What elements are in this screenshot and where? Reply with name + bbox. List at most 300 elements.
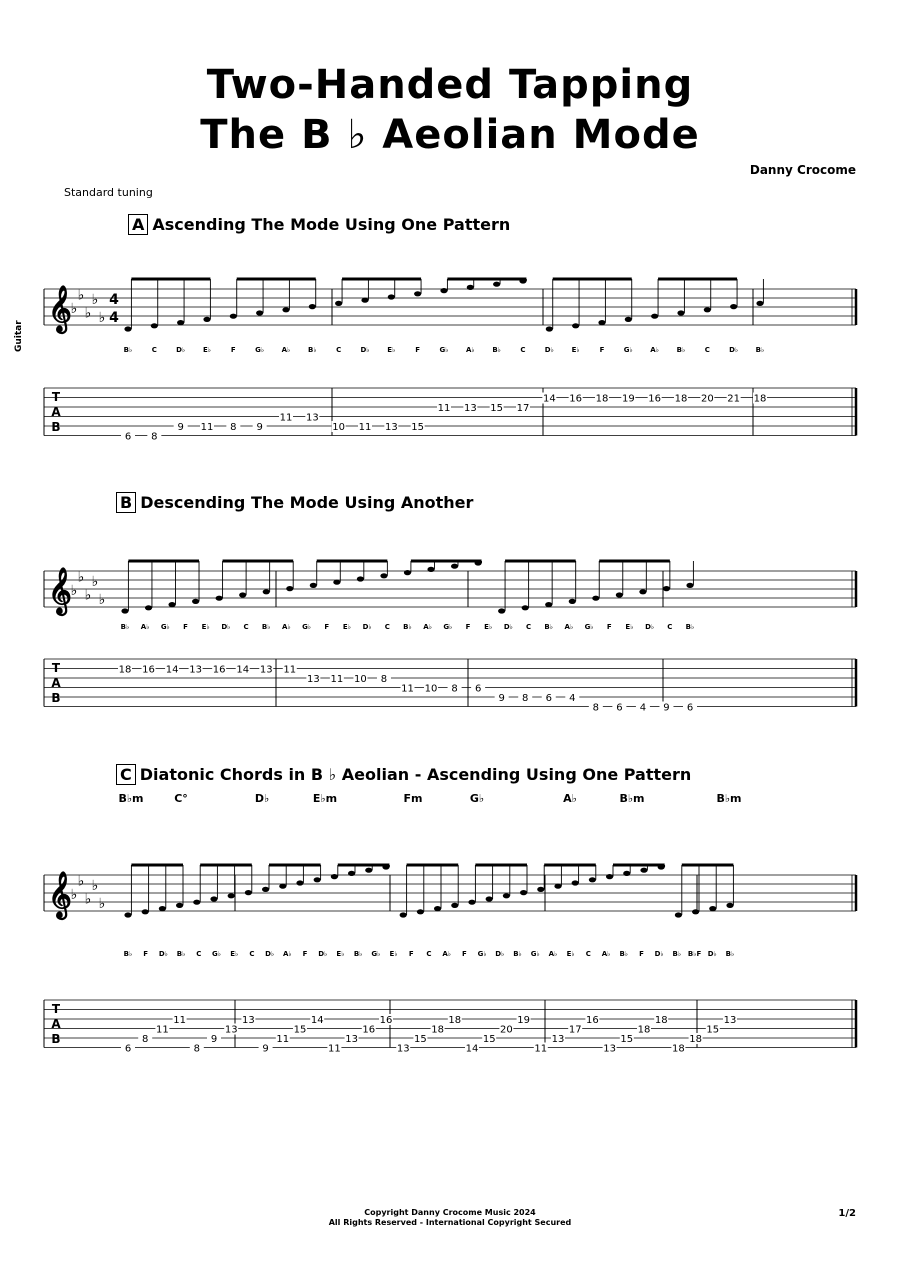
flat-key-signature-icon: ♭ <box>91 878 99 894</box>
section-c-title: Diatonic Chords in B ♭ Aeolian - Ascending Using One Pattern <box>139 765 692 784</box>
tab-fret-number: 15 <box>414 1034 427 1045</box>
flat-key-signature-icon: ♭ <box>70 583 78 599</box>
notehead <box>335 301 342 306</box>
notehead <box>168 602 175 607</box>
tab-fret-number: 11 <box>279 412 293 424</box>
note-name-label: F <box>606 623 612 631</box>
chord-symbol: A♭ <box>563 792 577 805</box>
flat-key-signature-icon: ♭ <box>98 592 106 608</box>
tab-fret-number: 17 <box>516 403 530 414</box>
treble-clef-icon: 𝄞 <box>48 568 72 614</box>
tab-clef-a: A <box>51 1017 61 1031</box>
tab-fret-number: 8 <box>380 674 388 685</box>
notehead <box>400 912 407 917</box>
notehead <box>263 589 270 594</box>
tab-fret-number: 18 <box>672 1043 685 1055</box>
tab-fret-number: 6 <box>124 431 132 443</box>
note-name-label: G♭ <box>211 950 222 958</box>
note-name-label: B♭ <box>619 950 629 958</box>
notehead <box>279 884 286 889</box>
note-name-label: E♭ <box>201 623 210 631</box>
tab-fret-number: 8 <box>451 683 458 695</box>
note-name-label: B♭ <box>308 346 317 354</box>
note-name-label: G♭ <box>477 950 487 958</box>
section-b-title: Descending The Mode Using Another <box>140 493 474 512</box>
notehead <box>262 887 269 892</box>
tab-fret-number: 8 <box>151 431 158 443</box>
tab-fret-number: 11 <box>330 674 344 685</box>
notehead <box>546 326 553 331</box>
tab-fret-number: 18 <box>118 664 132 676</box>
note-name-label: A♭ <box>465 346 475 354</box>
notehead <box>142 909 149 914</box>
note-name-label: A♭ <box>601 950 611 958</box>
tab-fret-number: 11 <box>276 1034 290 1045</box>
notehead <box>554 884 561 889</box>
tab-fret-number: 8 <box>230 422 237 433</box>
notehead <box>176 903 183 908</box>
tab-fret-number: 11 <box>173 1015 186 1026</box>
tab-fret-number: 13 <box>306 674 320 685</box>
tab-fret-number: 14 <box>236 664 250 676</box>
tab-fret-number: 11 <box>283 664 297 676</box>
note-name-label: C <box>249 950 255 958</box>
tab-clef-b: B <box>51 1032 61 1046</box>
tab-fret-number: 13 <box>463 403 477 414</box>
notehead <box>498 608 505 613</box>
notehead <box>640 868 647 873</box>
tab-clef-a: A <box>51 676 61 690</box>
notehead <box>545 602 552 607</box>
tab-fret-number: 10 <box>354 674 367 685</box>
note-name-label: D♭ <box>645 623 655 631</box>
tab-fret-number: 8 <box>193 1043 200 1055</box>
tab-fret-number: 18 <box>448 1015 462 1026</box>
note-name-label: A♭ <box>423 623 433 631</box>
note-name-label: G♭ <box>443 623 453 631</box>
note-name-label: A♭ <box>564 623 574 631</box>
tab-fret-number: 9 <box>256 422 263 433</box>
tab-fret-number: 6 <box>686 702 694 714</box>
note-name-label: E♭ <box>230 950 239 958</box>
note-name-label: F <box>230 346 236 354</box>
notehead <box>388 294 395 299</box>
tab-clef-t: T <box>51 390 61 404</box>
tab-fret-number: 18 <box>654 1015 668 1026</box>
notehead <box>709 906 716 911</box>
tab-fret-number: 16 <box>379 1015 393 1026</box>
note-name-label: D♭ <box>176 346 186 354</box>
tab-fret-number: 11 <box>401 683 414 695</box>
notehead <box>151 323 158 328</box>
treble-clef-icon: 𝄞 <box>48 872 72 918</box>
note-name-label: D♭ <box>495 950 505 958</box>
flat-key-signature-icon: ♭ <box>84 891 92 908</box>
flat-key-signature-icon: ♭ <box>70 301 78 317</box>
tab-fret-number: 13 <box>603 1043 616 1055</box>
note-name-label: F <box>324 623 330 631</box>
note-name-label: C <box>526 623 532 631</box>
chord-symbol: C° <box>174 792 188 805</box>
notehead <box>365 868 372 873</box>
note-name-label: A♭ <box>282 623 291 631</box>
flat-key-signature-icon: ♭ <box>77 287 85 304</box>
notehead <box>572 880 579 885</box>
notehead <box>380 573 387 578</box>
tab-fret-number: 15 <box>293 1024 307 1036</box>
notehead <box>203 317 210 322</box>
tab-fret-number: 11 <box>358 422 372 433</box>
notehead <box>730 304 737 309</box>
rights-line: All Rights Reserved - International Copyright Secured <box>328 1218 572 1227</box>
note-name-label: C <box>243 623 249 631</box>
notehead <box>239 592 246 597</box>
tab-fret-number: 4 <box>569 693 576 704</box>
notehead <box>589 877 596 882</box>
footer <box>0 1208 900 1228</box>
tab-fret-number: 18 <box>674 393 688 405</box>
note-name-label: B♭ <box>120 623 130 631</box>
note-name-label: B♭ <box>544 623 554 631</box>
note-name-label: B♭ <box>403 623 412 631</box>
tab-fret-number: 19 <box>621 393 635 405</box>
tab-fret-number: 13 <box>305 412 319 424</box>
notehead <box>467 285 474 290</box>
note-name-label: C <box>667 623 673 631</box>
tab-fret-number: 16 <box>569 393 583 405</box>
notehead <box>572 323 579 328</box>
notehead <box>192 599 199 604</box>
tab-fret-number: 14 <box>310 1015 324 1026</box>
tab-clef-b: B <box>51 691 61 705</box>
notehead <box>210 896 217 901</box>
notehead <box>193 900 200 905</box>
note-name-label: G♭ <box>371 950 381 958</box>
notehead <box>286 586 293 591</box>
notehead <box>592 596 599 601</box>
notehead <box>440 288 447 293</box>
section-a-letter: A <box>128 214 148 235</box>
tab-fret-number: 8 <box>592 702 600 714</box>
tab-fret-number: 13 <box>723 1015 737 1026</box>
notehead <box>309 304 316 309</box>
tab-fret-number: 13 <box>259 664 273 676</box>
tab-clef-b: B <box>51 420 61 434</box>
note-name-label: B♭F <box>687 950 702 958</box>
tab-fret-number: 6 <box>545 693 552 704</box>
notehead <box>348 871 355 876</box>
note-name-label: F <box>465 623 471 631</box>
note-name-label: B♭ <box>123 950 133 958</box>
tab-fret-number: 13 <box>224 1024 238 1036</box>
treble-clef-icon: 𝄞 <box>48 286 72 332</box>
note-name-label: D♭ <box>362 623 372 631</box>
note-name-label: A♭ <box>140 623 150 631</box>
note-name-label: D♭ <box>221 623 231 631</box>
note-name-label: E♭ <box>342 623 352 631</box>
section-b-letter: B <box>116 492 136 513</box>
flat-key-signature-icon: ♭ <box>84 305 92 322</box>
notehead <box>228 893 235 898</box>
notehead <box>520 890 527 895</box>
notehead <box>357 576 364 581</box>
notehead <box>256 310 263 315</box>
title-line-2: The B ♭ Aeolian Mode <box>200 112 700 158</box>
tab-fret-number: 13 <box>384 422 398 433</box>
notehead <box>756 301 763 306</box>
tab-fret-number: 15 <box>706 1024 720 1036</box>
chord-symbol: Fm <box>403 792 423 805</box>
tab-fret-number: 9 <box>498 693 505 704</box>
note-name-label: E♭ <box>336 950 345 958</box>
notehead <box>230 314 237 319</box>
notehead <box>417 909 424 914</box>
title-line-1: Two-Handed Tapping <box>206 62 694 108</box>
note-name-label: B♭ <box>261 623 271 631</box>
note-name-label: D♭ <box>729 346 739 354</box>
notehead <box>177 320 184 325</box>
note-name-label: A♭ <box>442 950 452 958</box>
note-name-label: E♭ <box>387 346 396 354</box>
note-name-label: A♭ <box>548 950 558 958</box>
note-name-label: B♭ <box>672 950 682 958</box>
note-name-label: B♭ <box>492 346 501 354</box>
chord-symbol: B♭m <box>619 792 645 805</box>
note-name-label: B♭ <box>725 950 735 958</box>
tab-fret-number: 18 <box>431 1024 444 1036</box>
tuning: Standard tuning <box>64 186 153 199</box>
note-name-label: E♭ <box>625 623 634 631</box>
notehead <box>121 608 128 613</box>
tab-fret-number: 11 <box>437 403 451 414</box>
note-name-label: C <box>336 346 342 354</box>
tab-fret-number: 15 <box>482 1034 496 1045</box>
notehead <box>361 298 368 303</box>
notehead <box>726 903 733 908</box>
tab-clef-t: T <box>51 661 61 675</box>
note-name-label: B♭ <box>176 950 186 958</box>
note-name-label: B♭ <box>685 623 695 631</box>
note-name-label: D♭ <box>265 950 275 958</box>
note-name-label: D♭ <box>544 346 554 354</box>
notehead <box>692 909 699 914</box>
note-name-label: B♭ <box>513 950 522 958</box>
tab-fret-number: 20 <box>500 1024 513 1036</box>
tab-fret-number: 13 <box>551 1034 565 1045</box>
tab-fret-number: 16 <box>362 1024 376 1036</box>
note-name-label: E♭ <box>484 623 493 631</box>
note-name-label: G♭ <box>584 623 594 631</box>
note-name-label: G♭ <box>623 346 633 354</box>
notehead <box>451 903 458 908</box>
note-name-label: D♭ <box>158 950 168 958</box>
notehead <box>569 599 576 604</box>
tab-fret-number: 17 <box>568 1024 582 1036</box>
tab-fret-number: 10 <box>424 683 438 695</box>
notehead <box>145 605 152 610</box>
notehead <box>404 570 411 575</box>
tab-fret-number: 15 <box>490 403 504 414</box>
tab-fret-number: 14 <box>465 1043 479 1055</box>
notehead <box>245 890 252 895</box>
section-a-title: Ascending The Mode Using One Pattern <box>152 215 511 234</box>
note-name-label: C <box>384 623 390 631</box>
tab-fret-number: 19 <box>517 1015 530 1026</box>
notehead <box>704 307 711 312</box>
notehead <box>486 896 493 901</box>
notehead <box>625 317 632 322</box>
tab-fret-number: 16 <box>648 393 662 405</box>
tab-fret-number: 9 <box>663 702 670 714</box>
time-signature-bottom: 4 <box>109 310 119 326</box>
tab-fret-number: 18 <box>753 393 767 405</box>
chord-symbol: G♭ <box>469 792 485 805</box>
notehead <box>310 583 317 588</box>
notehead <box>522 605 529 610</box>
flat-key-signature-icon: ♭ <box>70 887 78 903</box>
tab-fret-number: 11 <box>328 1043 341 1055</box>
tab-fret-number: 9 <box>210 1034 218 1045</box>
tab-fret-number: 16 <box>586 1015 599 1026</box>
note-name-label: C <box>585 950 591 958</box>
tab-fret-number: 10 <box>332 422 346 433</box>
notehead <box>623 871 630 876</box>
notehead <box>124 326 131 331</box>
chord-symbol: B♭m <box>118 792 144 805</box>
note-name-label: E♭ <box>389 950 398 958</box>
copyright-line: Copyright Danny Crocome Music 2024 <box>364 1208 536 1217</box>
tab-fret-number: 16 <box>142 664 155 676</box>
note-name-label: F <box>408 950 414 958</box>
tab-clef-a: A <box>51 405 61 419</box>
notehead <box>537 887 544 892</box>
note-name-label: C <box>196 950 202 958</box>
notehead <box>606 874 613 879</box>
notehead <box>493 282 500 287</box>
note-name-label: D♭ <box>318 950 328 958</box>
notehead <box>616 592 623 597</box>
note-name-label: B♭ <box>123 346 133 354</box>
notehead <box>333 580 340 585</box>
note-name-label: E♭ <box>571 346 580 354</box>
tab-fret-number: 11 <box>200 422 214 433</box>
flat-key-signature-icon: ♭ <box>91 574 99 590</box>
tab-fret-number: 11 <box>534 1043 548 1055</box>
notehead <box>159 906 166 911</box>
tab-fret-number: 15 <box>620 1034 634 1045</box>
notehead <box>282 307 289 312</box>
note-name-label: C <box>426 950 432 958</box>
note-name-label: A♭ <box>650 346 660 354</box>
notehead <box>296 880 303 885</box>
note-name-label: B♭ <box>353 950 363 958</box>
tab-clef-t: T <box>51 1002 61 1016</box>
notehead <box>686 583 693 588</box>
note-name-label: F <box>599 346 605 354</box>
note-name-label: F <box>639 950 644 958</box>
note-name-label: G♭ <box>160 623 170 631</box>
tab-fret-number: 8 <box>142 1034 149 1045</box>
notehead <box>598 320 605 325</box>
flat-key-signature-icon: ♭ <box>91 292 99 308</box>
tab-fret-number: 14 <box>542 393 556 405</box>
tab-fret-number: 13 <box>396 1043 410 1055</box>
tab-fret-number: 18 <box>595 393 609 405</box>
note-name-label: F <box>462 950 467 958</box>
notehead <box>677 310 684 315</box>
notehead <box>651 314 658 319</box>
notehead <box>331 874 338 879</box>
chord-symbol: D♭ <box>254 792 270 805</box>
tab-fret-number: 6 <box>124 1043 132 1055</box>
note-name-label: G♭ <box>530 950 540 958</box>
tab-fret-number: 18 <box>637 1024 651 1036</box>
notehead <box>675 912 682 917</box>
note-name-label: C <box>520 346 526 354</box>
tab-fret-number: 18 <box>689 1034 702 1045</box>
tab-fret-number: 9 <box>177 422 184 433</box>
tab-fret-number: 8 <box>522 693 529 704</box>
note-name-label: D♭ <box>503 623 513 631</box>
note-name-label: D♭ <box>360 346 370 354</box>
note-name-label: F <box>415 346 421 354</box>
notehead <box>503 893 510 898</box>
note-name-label: G♭ <box>439 346 449 354</box>
note-name-label: C <box>151 346 157 354</box>
notehead <box>434 906 441 911</box>
notehead <box>427 567 434 572</box>
tab-fret-number: 4 <box>639 702 647 714</box>
note-name-label: B♭ <box>755 346 765 354</box>
notehead <box>314 877 321 882</box>
note-name-label: F <box>143 950 149 958</box>
chord-symbol: E♭m <box>312 792 338 805</box>
note-name-label: C <box>704 346 710 354</box>
note-name-label: G♭ <box>255 346 265 354</box>
tab-fret-number: 15 <box>411 422 425 433</box>
composer: Danny Crocome <box>749 163 856 177</box>
notehead <box>124 912 131 917</box>
flat-key-signature-icon: ♭ <box>98 310 106 326</box>
notehead <box>451 564 458 569</box>
note-name-label: F <box>302 950 308 958</box>
notehead <box>639 589 646 594</box>
notehead <box>468 900 475 905</box>
time-signature-top: 4 <box>109 292 119 308</box>
note-name-label: F <box>183 623 188 631</box>
note-name-label: E♭ <box>566 950 575 958</box>
note-name-label: E♭ <box>202 346 212 354</box>
tab-fret-number: 13 <box>242 1015 255 1026</box>
flat-key-signature-icon: ♭ <box>77 873 85 890</box>
tab-fret-number: 6 <box>616 702 623 714</box>
flat-key-signature-icon: ♭ <box>84 587 92 604</box>
notehead <box>216 596 223 601</box>
flat-key-signature-icon: ♭ <box>98 896 106 912</box>
instrument-label: Guitar <box>14 320 24 352</box>
note-name-label: A♭ <box>282 950 292 958</box>
note-name-label: D♭ <box>707 950 717 958</box>
notehead <box>663 586 670 591</box>
tab-fret-number: 20 <box>700 393 714 405</box>
tab-fret-number: 14 <box>165 664 179 676</box>
tab-fret-number: 9 <box>262 1043 269 1055</box>
chord-symbol: B♭m <box>716 792 742 805</box>
flat-key-signature-icon: ♭ <box>77 569 85 586</box>
notehead <box>414 291 421 296</box>
tab-fret-number: 16 <box>212 664 226 676</box>
note-name-label: G♭ <box>302 623 312 631</box>
